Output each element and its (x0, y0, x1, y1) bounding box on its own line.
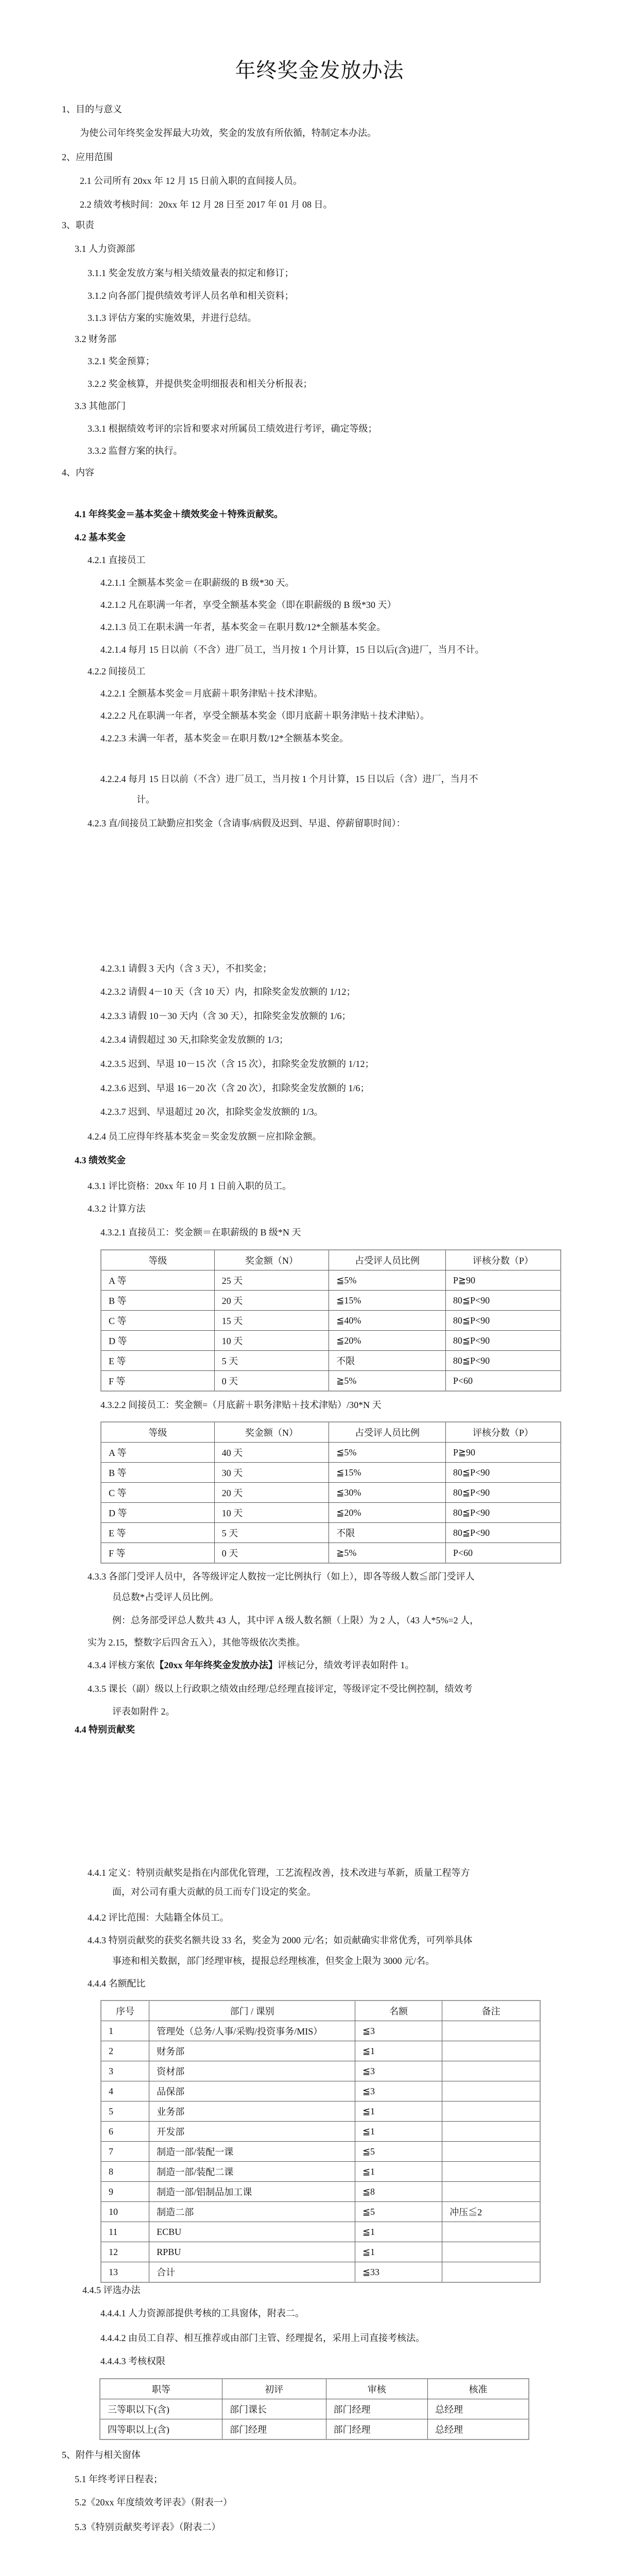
table-cell: 5 天 (214, 1523, 329, 1543)
table-cell: ≦30% (329, 1483, 446, 1503)
section-4-2-1-2: 4.2.1.2 凡在职满一年者，享受全额基本奖金（即在职薪级的 B 级*30 天） (100, 600, 396, 610)
table-cell: 80≦P<90 (445, 1331, 561, 1351)
table-cell: 3 (101, 2061, 149, 2081)
table-cell: 总经理 (428, 2399, 529, 2419)
table-cell: ≦20% (329, 1503, 446, 1523)
section-4-3: 4.3 绩效奖金 (75, 1155, 126, 1165)
column-header: 初评 (222, 2379, 326, 2399)
table-cell: 5 (101, 2102, 149, 2122)
table-row (101, 1463, 561, 1483)
table-cell: 80≦P<90 (445, 1483, 561, 1503)
table-cell: 制造一部/装配一课 (149, 2142, 355, 2162)
table-cell (442, 2262, 540, 2283)
section-4-3-4 (88, 1659, 415, 1671)
column-header: 等级 (101, 1250, 214, 1270)
column-header: 序号 (101, 2001, 149, 2021)
table-cell: 11 (101, 2222, 149, 2242)
table-cell: 部门课长 (222, 2399, 326, 2419)
section-4-3-5-cont: 评表如附件 2。 (112, 1706, 175, 1717)
table-row (101, 2162, 540, 2182)
section-1-heading: 1、目的与意义 (62, 104, 122, 114)
section-4-4-1: 4.4.1 定义：特别贡献奖是指在内部优化管理，工艺流程改善，技术改进与革新，质量工程等方 (88, 1868, 470, 1878)
table-header-row (101, 1250, 561, 1270)
section-3-3-2: 3.3.2 监督方案的执行。 (88, 446, 183, 456)
section-3-1-3: 3.1.3 评估方案的实施效果，并进行总结。 (88, 313, 257, 323)
section-4-3-1: 4.3.1 评比资格：20xx 年 10 月 1 日前入职的员工。 (88, 1181, 291, 1191)
table-cell: D 等 (101, 1503, 214, 1523)
table-cell: 20 天 (214, 1483, 329, 1503)
table-row (101, 1351, 561, 1371)
table-row (101, 2122, 540, 2142)
table-cell: 不限 (329, 1523, 446, 1543)
table-cell: ≦5 (355, 2142, 442, 2162)
table-row (101, 2202, 540, 2222)
table-row (101, 1523, 561, 1543)
table-row (101, 1331, 561, 1351)
table-row (101, 1483, 561, 1503)
section-4-3-3-cont: 员总数*占受评人员比例。 (112, 1592, 219, 1602)
section-3-1-1: 3.1.1 奖金发放方案与相关绩效量表的拟定和修订； (88, 268, 294, 278)
section-3-2-2: 3.2.2 奖金核算，并提供奖金明细报表和相关分析报表； (88, 379, 313, 389)
example-text: 例：总务部受评总人数共 43 人，其中评 A 级人数名额（上限）为 2 人，（43 人*5%=2 人， (112, 1615, 479, 1625)
table-cell: 资材部 (149, 2061, 355, 2081)
section-4-4-2: 4.4.2 评比范围：大陆籍全体员工。 (88, 1912, 229, 1923)
section-2-1: 2.1 公司所有 20xx 年 12 月 15 日前入职的直间接人员。 (80, 176, 302, 186)
table-cell: 冲压≦2 (442, 2202, 540, 2222)
section-4-4-3-cont: 事迹和相关数据，部门经理审核，提报总经理核准，但奖金上限为 3000 元/名。 (112, 1956, 435, 1966)
table-cell: ≦3 (355, 2081, 442, 2102)
table-cell: ≧5% (329, 1371, 446, 1392)
section-4-2-3-6: 4.2.3.6 迟到、早退 16－20 次（含 20 次），扣除奖金发放额的 1/6； (100, 1083, 370, 1093)
table-cell: ≦20% (329, 1331, 446, 1351)
table-cell: 80≦P<90 (445, 1463, 561, 1483)
section-3-heading: 3、职责 (62, 220, 94, 230)
table-header-row (101, 2001, 540, 2021)
section-4-2-3-7: 4.2.3.7 迟到、早退超过 20 次，扣除奖金发放额的 1/3。 (100, 1107, 323, 1117)
table-row (101, 1291, 561, 1311)
column-header: 等级 (101, 1422, 214, 1443)
table-cell: ECBU (149, 2222, 355, 2242)
table-cell: ≦15% (329, 1463, 446, 1483)
section-4-2-2-4-cont: 计。 (136, 794, 155, 805)
table-header-row (100, 2379, 529, 2399)
table-cell (442, 2041, 540, 2061)
section-4-3-2-1: 4.3.2.1 直接员工：奖金额＝在职薪级的 B 级*N 天 (100, 1227, 301, 1238)
table-cell: ≦40% (329, 1311, 446, 1331)
table-row (101, 1443, 561, 1463)
table-cell: ≦1 (355, 2162, 442, 2182)
section-3-3: 3.3 其他部门 (75, 401, 126, 411)
table-cell: 0 天 (214, 1543, 329, 1564)
column-header: 职等 (100, 2379, 222, 2399)
section-4-4-5: 4.4.5 评选办法 (82, 2285, 141, 2295)
table-cell: 20 天 (214, 1291, 329, 1311)
section-4-2-3-5: 4.2.3.5 迟到、早退 10－15 次（含 15 次），扣除奖金发放额的 1/12； (100, 1059, 374, 1069)
table-cell: 6 (101, 2122, 149, 2142)
table-row (101, 1311, 561, 1331)
table-cell: 25 天 (214, 1270, 329, 1291)
table-cell: P≧90 (445, 1443, 561, 1463)
table-row (100, 2419, 529, 2440)
section-4-4-4-1: 4.4.4.1 人力资源部提供考核的工具窗体，附表二。 (100, 2308, 304, 2318)
example-text-cont: 实为 2.15，整数字后四舍五入），其他等级依次类推。 (88, 1637, 305, 1648)
table-row (101, 2041, 540, 2061)
table-cell: 三等职以下(含) (100, 2399, 222, 2419)
indirect-staff-grade-table (100, 1421, 561, 1564)
section-4-2-1-1: 4.2.1.1 全额基本奖金＝在职薪级的 B 级*30 天。 (100, 578, 295, 588)
table-cell (442, 2122, 540, 2142)
table-cell (442, 2142, 540, 2162)
table-cell: B 等 (101, 1291, 214, 1311)
table-cell (442, 2102, 540, 2122)
approval-authority-table (99, 2378, 529, 2440)
table-cell: 12 (101, 2242, 149, 2262)
column-header: 名额 (355, 2001, 442, 2021)
table-cell: 80≦P<90 (445, 1311, 561, 1331)
table-cell: 四等职以上(含) (100, 2419, 222, 2440)
table-cell (442, 2162, 540, 2182)
section-3-1-2: 3.1.2 向各部门提供绩效考评人员名单和相关资料； (88, 291, 294, 301)
table-row (101, 2102, 540, 2122)
table-cell: F 等 (101, 1543, 214, 1564)
section-1-text: 为使公司年终奖金发挥最大功效，奖金的发放有所依循，特制定本办法。 (80, 128, 376, 138)
table-row (101, 2142, 540, 2162)
table-cell: 业务部 (149, 2102, 355, 2122)
section-4-2-3-1: 4.2.3.1 请假 3 天内（含 3 天），不扣奖金； (100, 963, 272, 974)
section-4-2-2: 4.2.2 间接员工 (88, 666, 146, 676)
table-cell: RPBU (149, 2242, 355, 2262)
table-cell: 10 天 (214, 1503, 329, 1523)
section-4-4: 4.4 特别贡献奖 (75, 1724, 135, 1735)
table-cell: ≦33 (355, 2262, 442, 2283)
table-cell: 80≦P<90 (445, 1351, 561, 1371)
section-5-heading: 5、附件与相关窗体 (62, 2450, 141, 2460)
section-4-3-4-prefix: 4.3.4 评核方案依 (88, 1660, 155, 1670)
section-5-3: 5.3《特别贡献奖考评表》（附表二） (75, 2522, 221, 2532)
table-cell: A 等 (101, 1270, 214, 1291)
table-cell: 40 天 (214, 1443, 329, 1463)
section-3-1: 3.1 人力资源部 (75, 244, 135, 254)
table-cell: 80≦P<90 (445, 1291, 561, 1311)
table-cell: 制造二部 (149, 2202, 355, 2222)
table-cell: ≦1 (355, 2102, 442, 2122)
table-cell (442, 2222, 540, 2242)
table-cell: C 等 (101, 1483, 214, 1503)
table-cell: 合计 (149, 2262, 355, 2283)
section-4-2-2-2: 4.2.2.2 凡在职满一年者，享受全额基本奖金（即月底薪＋职务津贴＋技术津贴）。 (100, 710, 429, 721)
table-cell: ≦1 (355, 2242, 442, 2262)
table-cell: 4 (101, 2081, 149, 2102)
table-cell: 不限 (329, 1351, 446, 1371)
table-cell: ≦1 (355, 2222, 442, 2242)
section-4-3-2: 4.3.2 计算方法 (88, 1204, 146, 1214)
section-4-3-2-2: 4.3.2.2 间接员工：奖金额=（月底薪＋职务津贴＋技术津贴）/30*N 天 (100, 1400, 382, 1410)
table-row (101, 1503, 561, 1523)
section-2-2: 2.2 绩效考核时间：20xx 年 12 月 28 日至 2017 年 01 月 08 日。 (80, 199, 333, 210)
table-cell: 部门经理 (222, 2419, 326, 2440)
table-cell: 2 (101, 2041, 149, 2061)
column-header: 评核分数（P） (445, 1422, 561, 1443)
table-cell: ≦8 (355, 2182, 442, 2202)
table-cell: ≦5 (355, 2202, 442, 2222)
table-cell: 13 (101, 2262, 149, 2283)
table-cell: 7 (101, 2142, 149, 2162)
table-cell: 1 (101, 2021, 149, 2041)
table-cell: 管理处（总务/人事/采购/投资事务/MIS） (149, 2021, 355, 2041)
table-row (101, 2081, 540, 2102)
column-header: 奖金额（N） (214, 1422, 329, 1443)
table-cell: E 等 (101, 1351, 214, 1371)
section-4-2-2-1: 4.2.2.1 全额基本奖金＝月底薪＋职务津贴＋技术津贴。 (100, 688, 323, 699)
table-cell: ≦5% (329, 1443, 446, 1463)
table-cell: E 等 (101, 1523, 214, 1543)
table-cell (442, 2242, 540, 2262)
table-cell: ≦15% (329, 1291, 446, 1311)
table-cell: ≦3 (355, 2021, 442, 2041)
table-cell: 10 天 (214, 1331, 329, 1351)
table-cell: 部门经理 (326, 2399, 428, 2419)
table-cell: 80≦P<90 (445, 1523, 561, 1543)
table-row (101, 2021, 540, 2041)
column-header: 备注 (442, 2001, 540, 2021)
column-header: 部门 / 课别 (149, 2001, 355, 2021)
section-4-4-4-2: 4.4.4.2 由员工自荐、相互推荐或由部门主管、经理提名，采用上司直接考核法。 (100, 2333, 425, 2343)
table-row (101, 1270, 561, 1291)
table-row (101, 1543, 561, 1564)
column-header: 审核 (326, 2379, 428, 2399)
section-4-3-3: 4.3.3 各部门受评人员中，各等级评定人数按一定比例执行（如上），即各等级人数≦部门受评人 (88, 1571, 475, 1582)
table-cell: 财务部 (149, 2041, 355, 2061)
table-cell: 15 天 (214, 1311, 329, 1331)
table-cell: 0 天 (214, 1371, 329, 1392)
table-cell: 9 (101, 2182, 149, 2202)
column-header: 核准 (428, 2379, 529, 2399)
section-3-2: 3.2 财务部 (75, 334, 116, 344)
table-row (101, 1371, 561, 1392)
table-cell: P≧90 (445, 1270, 561, 1291)
section-4-4-1-cont: 面，对公司有重大贡献的员工而专门设定的奖金。 (112, 1887, 316, 1897)
table-cell: 8 (101, 2162, 149, 2182)
section-2-heading: 2、应用范围 (62, 152, 113, 162)
section-3-3-1: 3.3.1 根据绩效考评的宗旨和要求对所属员工绩效进行考评，确定等级； (88, 423, 377, 434)
direct-staff-grade-table (100, 1249, 561, 1392)
section-4-4-4-3: 4.4.4.3 考核权限 (100, 2356, 165, 2366)
table-row (101, 2182, 540, 2202)
table-cell: 部门经理 (326, 2419, 428, 2440)
section-4-2-2-3: 4.2.2.3 未满一年者，基本奖金＝在职月数/12*全额基本奖金。 (100, 733, 349, 743)
section-4-2: 4.2 基本奖金 (75, 532, 126, 543)
section-4-heading: 4、内容 (62, 467, 94, 478)
table-row (101, 2262, 540, 2283)
column-header: 占受评人员比例 (329, 1250, 446, 1270)
table-cell: ≦3 (355, 2061, 442, 2081)
document-title: 年终奖金发放办法 (235, 59, 404, 82)
table-cell: 制造一部/铝制品加工课 (149, 2182, 355, 2202)
table-cell: 品保部 (149, 2081, 355, 2102)
section-4-4-3: 4.4.3 特别贡献奖的获奖名额共设 33 名，奖金为 2000 元/名；如贡献确实非常优秀，可列举具体 (88, 1935, 473, 1945)
section-4-2-1: 4.2.1 直接员工 (88, 555, 146, 565)
table-cell: 80≦P<90 (445, 1503, 561, 1523)
section-4-2-3-4: 4.2.3.4 请假超过 30 天,扣除奖金发放额的 1/3； (100, 1035, 288, 1045)
section-4-3-5: 4.3.5 课长（副）级以上行政职之绩效由经理/总经理直接评定，等级评定不受比例控制，绩效考 (88, 1684, 473, 1694)
table-row (101, 2061, 540, 2081)
section-3-2-1: 3.2.1 奖金预算； (88, 356, 155, 366)
table-header-row (101, 1422, 561, 1443)
table-cell: ≦5% (329, 1270, 446, 1291)
quota-allocation-table (100, 2000, 541, 2283)
column-header: 奖金额（N） (214, 1250, 329, 1270)
section-4-2-1-4: 4.2.1.4 每月 15 日以前（不含）进厂员工，当月按 1 个月计算，15 日以后(含)进厂，当月不计。 (100, 645, 485, 655)
table-cell: 30 天 (214, 1463, 329, 1483)
table-cell: F 等 (101, 1371, 214, 1392)
table-cell: ≦1 (355, 2122, 442, 2142)
table-cell: 5 天 (214, 1351, 329, 1371)
table-cell: B 等 (101, 1463, 214, 1483)
table-row (101, 2222, 540, 2242)
table-cell: 总经理 (428, 2419, 529, 2440)
section-4-1: 4.1 年终奖金＝基本奖金＋绩效奖金＋特殊贡献奖。 (75, 509, 283, 519)
section-4-3-4-suffix: 评核记分，绩效考评表如附件 1。 (278, 1660, 415, 1670)
table-cell: A 等 (101, 1443, 214, 1463)
column-header: 占受评人员比例 (329, 1422, 446, 1443)
column-header: 评核分数（P） (445, 1250, 561, 1270)
section-4-4-4: 4.4.4 名额配比 (88, 1978, 146, 1989)
section-4-2-2-4: 4.2.2.4 每月 15 日以前（不含）进厂员工，当月按 1 个月计算，15 日以后（含）进厂，当月不 (100, 774, 478, 784)
table-cell: C 等 (101, 1311, 214, 1331)
table-cell (442, 2182, 540, 2202)
table-cell: 开发部 (149, 2122, 355, 2142)
table-row (101, 2242, 540, 2262)
table-cell: P<60 (445, 1371, 561, 1392)
section-5-1: 5.1 年终考评日程表； (75, 2474, 163, 2484)
section-4-2-3-3: 4.2.3.3 请假 10－30 天内（含 30 天），扣除奖金发放额的 1/6； (100, 1011, 351, 1021)
section-4-2-3: 4.2.3 直/间接员工缺勤应扣奖金（含请事/病假及迟到、早退、停薪留职时间）： (88, 818, 406, 828)
section-4-2-3-2: 4.2.3.2 请假 4－10 天（含 10 天）内，扣除奖金发放额的 1/12； (100, 987, 356, 997)
table-cell: P<60 (445, 1543, 561, 1564)
table-cell: D 等 (101, 1331, 214, 1351)
table-cell (442, 2061, 540, 2081)
section-4-2-1-3: 4.2.1.3 员工在职未满一年者，基本奖金＝在职月数/12*全额基本奖金。 (100, 622, 386, 632)
table-cell: 制造一部/装配二课 (149, 2162, 355, 2182)
table-row (100, 2399, 529, 2419)
section-4-2-4: 4.2.4 员工应得年终基本奖金＝奖金发放额－应扣除金额。 (88, 1131, 322, 1142)
table-cell: ≦1 (355, 2041, 442, 2061)
table-cell (442, 2081, 540, 2102)
table-cell: ≧5% (329, 1543, 446, 1564)
section-5-2: 5.2《20xx 年度绩效考评表》（附表一） (75, 2497, 232, 2507)
table-cell (442, 2021, 540, 2041)
table-cell: 10 (101, 2202, 149, 2222)
referenced-document-title: 【20xx 年年终奖金发放办法】 (154, 1660, 278, 1670)
